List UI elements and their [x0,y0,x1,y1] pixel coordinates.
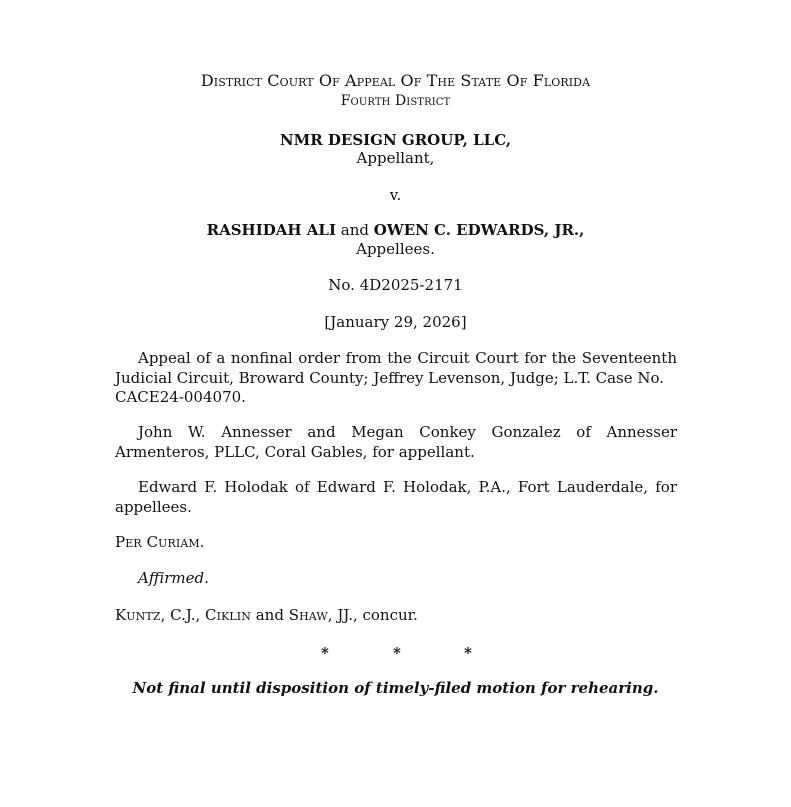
appeal-paragraph [115,349,677,408]
appellee-role: Appellees. [356,240,435,258]
appeal-line-1: Appeal of a nonfinal order from the Circuit Court for the Seventeenth [138,349,677,367]
separator-star-2: * [393,644,401,662]
disposition: Affirmed. [138,569,209,587]
per-curiam: Per Curiam. [115,533,205,551]
appeal-line-3: CACE24-004070. [115,388,246,406]
judge-3-name: Shaw [288,606,328,624]
judges-conjunction: and [255,606,284,624]
judge-1-name: Kuntz [115,606,161,624]
appellant-counsel-paragraph [115,423,677,462]
decision-date: [January 29, 2026] [324,313,467,331]
court-name: District Court Of Appeal Of The State Of Florida [200,71,591,90]
appellant-name: NMR DESIGN GROUP, LLC, [279,131,512,149]
appellees-line [0,221,791,239]
section-separator [0,644,791,662]
appellant-role: Appellant, [356,149,435,167]
judges-line [115,606,418,624]
rehearing-note: Not final until disposition of timely-filed motion for rehearing. [132,679,659,697]
judge-1-title: , C.J., [160,606,201,624]
appellees-conjunction: and [340,221,369,239]
judge-2-name: Ciklin [205,606,251,624]
appellees-counsel-paragraph [115,478,677,517]
appellant-counsel-line-2: Armenteros, PLLC, Coral Gables, for appellant. [115,442,475,461]
appellant-counsel-line-1: John W. Annesser and Megan Conkey Gonzalez of Annesser [138,423,677,441]
appellees-counsel-line-2: appellees. [115,497,192,516]
appellee-2-name: OWEN C. EDWARDS, JR., [373,221,585,239]
separator-star-1: * [321,644,329,662]
versus: v. [389,186,402,204]
appellee-1-name: RASHIDAH ALI [206,221,336,239]
appeal-line-2: Judicial Circuit, Broward County; Jeffrey Levenson, Judge; L.T. Case No. [115,368,665,387]
case-number: No. 4D2025-2171 [328,276,463,294]
district-name: Fourth District [340,93,451,109]
judges-concur: , JJ., concur. [327,606,418,624]
separator-star-3: * [464,644,472,662]
appellees-counsel-line-1: Edward F. Holodak of Edward F. Holodak, P.A., Fort Lauderdale, for [138,478,677,496]
